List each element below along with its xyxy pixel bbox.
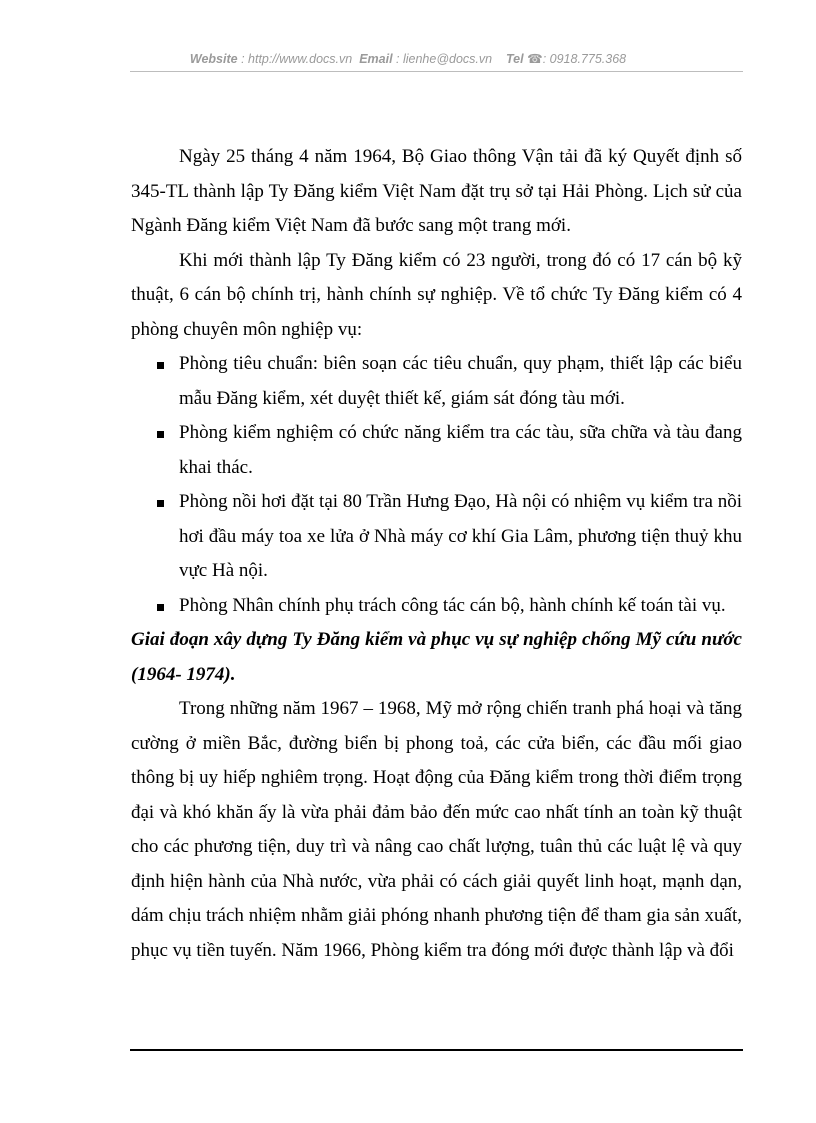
- list-item: [131, 485, 742, 589]
- paragraph-intro: Ngày 25 tháng 4 năm 1964, Bộ Giao thông Vận tải đã ký Quyết định số 345-TL thành lập Ty Đăng kiểm Việt Nam đặt trụ sở tại Hải Phòng. Lịch sử của Ngành Đăng kiểm Việt Nam đã bước sang một trang mới.: [131, 146, 742, 236]
- paragraph-staff: Khi mới thành lập Ty Đăng kiểm có 23 người, trong đó có 17 cán bộ kỹ thuật, 6 cán bộ chính trị, hành chính sự nghiệp. Về tổ chức Ty Đăng kiểm có 4 phòng chuyên môn nghiệp vụ:: [131, 249, 742, 340]
- website-label: Website: [189, 52, 238, 66]
- department-list: [131, 347, 742, 623]
- bullet-square-icon: [157, 431, 164, 438]
- bullet-square-icon: [157, 500, 164, 507]
- email-separator: :: [392, 52, 403, 66]
- section-heading: Giai đoạn xây dựng Ty Đăng kiểm và phục vụ sự nghiệp chống Mỹ cứu nước (1964- 1974).: [131, 629, 742, 685]
- phone-icon: ☎: [527, 52, 543, 66]
- email-label: Email: [359, 52, 393, 66]
- list-item-text: Phòng tiêu chuẩn: biên soạn các tiêu chuẩn, quy phạm, thiết lập các biểu mẫu Đăng kiểm, xét duyệt thiết kế, giám sát đóng tàu mới.: [179, 353, 742, 409]
- document-body: [131, 140, 742, 968]
- list-item-text: Phòng nồi hơi đặt tại 80 Trần Hưng Đạo, Hà nội có nhiệm vụ kiểm tra nồi hơi đầu máy toa xe lửa ở Nhà máy cơ khí Gia Lâm, phương tiện thuỷ khu vực Hà nội.: [179, 491, 742, 581]
- paragraph-wartime: Trong những năm 1967 – 1968, Mỹ mở rộng chiến tranh phá hoại và tăng cường ở miền Bắc, đường biển bị phong toả, các cửa biển, các đầu mối giao thông bị uy hiếp nghiêm trọng. Hoạt động của Đăng kiểm trong thời điểm trọng đại và khó khăn ấy là vừa phải đảm bảo đến mức cao nhất tính an toàn kỹ thuật cho các phương tiện, duy trì và nâng cao chất lượng, tuân thủ các luật lệ và quy định hiện hành của Nhà nước, vừa phải có cách giải quyết linh hoạt, mạnh dạn, dám chịu trách nhiệm nhằm giải phóng nhanh phương tiện để tham gia sản xuất, phục vụ tiền tuyến. Năm 1966, Phòng kiểm tra đóng mới được thành lập và đổi: [131, 698, 742, 961]
- footer-divider: [130, 1049, 743, 1051]
- website-url[interactable]: http://www.docs.vn: [248, 52, 353, 66]
- tel-number: : 0918.775.368: [542, 52, 627, 66]
- tel-label: Tel: [506, 52, 524, 66]
- bullet-square-icon: [157, 362, 164, 369]
- list-item-text: Phòng Nhân chính phụ trách công tác cán bộ, hành chính kế toán tài vụ.: [179, 594, 726, 616]
- header-divider: [130, 71, 743, 72]
- website-separator: :: [237, 52, 249, 66]
- list-item: [131, 347, 742, 416]
- email-address[interactable]: lienhe@docs.vn: [402, 52, 493, 66]
- list-item-text: Phòng kiểm nghiệm có chức năng kiểm tra các tàu, sữa chữa và tàu đang khai thác.: [179, 422, 742, 478]
- bullet-square-icon: [157, 604, 164, 611]
- page-header: [0, 51, 816, 66]
- list-item: [131, 589, 742, 624]
- list-item: [131, 416, 742, 485]
